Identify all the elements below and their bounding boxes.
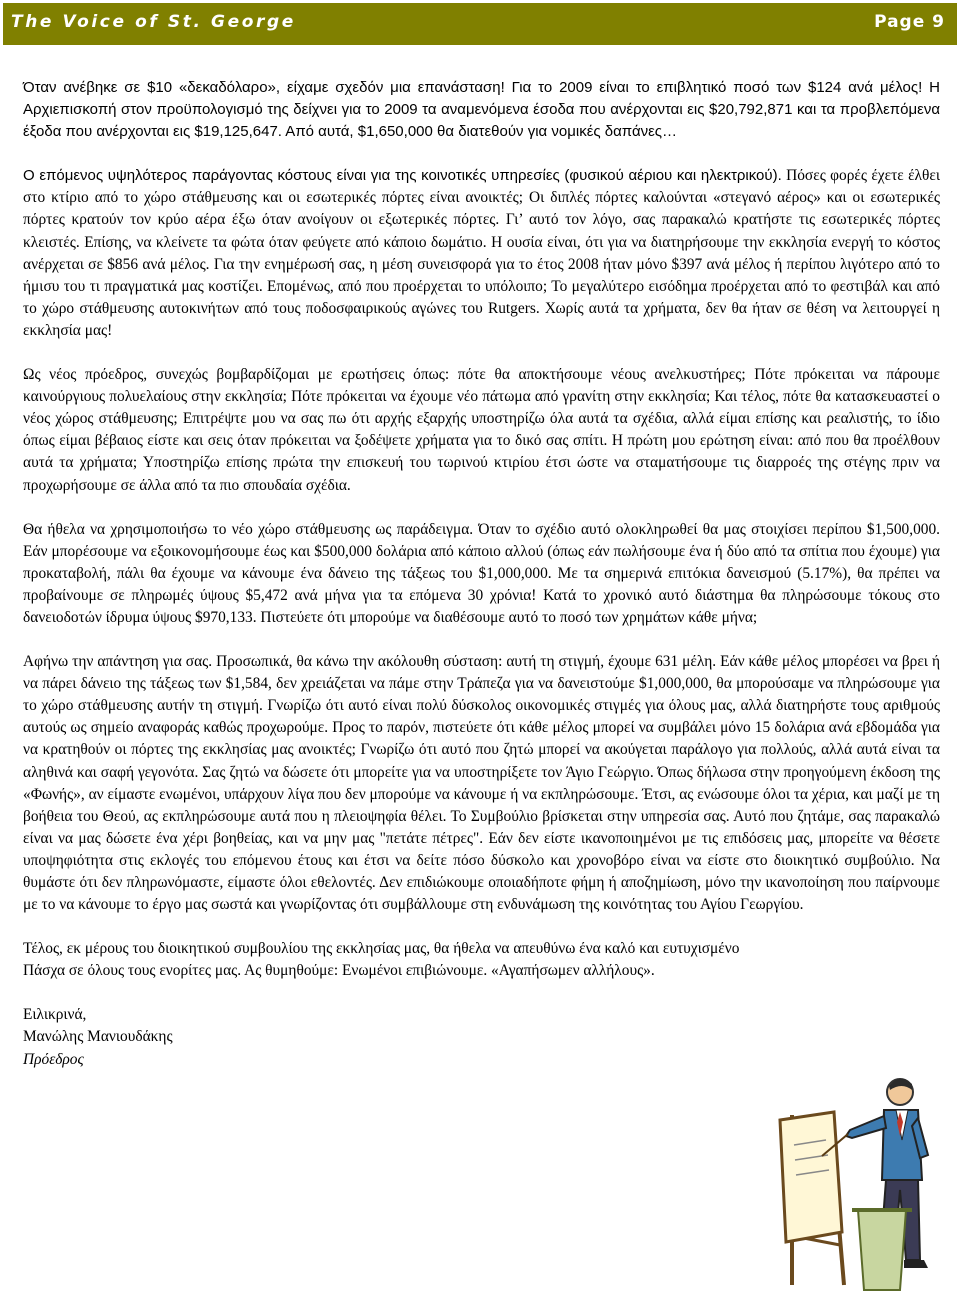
article-body — [23, 77, 940, 1071]
paragraph-gap — [23, 629, 940, 651]
paragraph-costs — [23, 165, 940, 342]
paragraph-easter-wishes: Τέλος, εκ μέρους του διοικητικού συμβουλίου της εκκλησίας μας, θα ήθελα να απευθύνω ένα καλό και ευτυχισμένο Πάσχα σε όλους τους ενορίτες μας. Ας θυμηθούμε: Ενωμένοι επιβιώνουμε. «Αγαπήσωμεν αλλήλους». — [23, 940, 740, 980]
page-header — [3, 3, 957, 45]
paragraph-parking-example: Θα ήθελα να χρησιμοποιήσω το νέο χώρο στάθμευσης ως παράδειγμα. Όταν το σχέδιο αυτό ολοκληρωθεί θα μας στοιχίσει περίπου $1,500,000. Εάν μπορέσουμε να εξοικονομήσουμε έως και $500,000 δολάρια από κάποιο αλλού (όπως εάν πωλήσουμε ένα ή δύο από τα σπίτια που έχουμε) για προκαταβολή, πάλι θα έχουμε να κάνουμε ένα δάνειο της τάξεως του $1,000,000. Με τα σημερινά επιτόκια δανεισμού (5.17%), θα πρέπει να προβαίνουμε σε πληρωμές ύψους $5,472 ανά μήνα για τα επόμενα 30 χρόνια! Κατά το χρονικό αυτό διάστημα θα πληρώσουμε τόκους στο δανειοδοτών ίδρυμα ύψους $970,133. Πιστεύετε ότι μπορούμε να διαθέσουμε αυτό το ποσό των χρημάτων κάθε μήνα; — [23, 520, 940, 626]
paragraph-gap — [23, 497, 940, 519]
presenter-at-easel-clipart — [772, 1060, 942, 1298]
paragraph-costs-body: Πόσες φορές έχετε έλθει στο κτίριο από το χώρο στάθμευσης και οι εσωτερικές πόρτες είναι ανοικτές; Οι διπλές πόρτες καλούνται «στεγανό αέρος» και οι εσωτερικές πόρτες κρατούν τον κρύο αέρα έξω όταν ανοίγουν οι εξωτερικές πόρτες. Γι’ αυτό τον λόγο, σας παρακαλώ κρατήστε τις εσωτερικές πόρτες κλειστές. Επίσης, να κλείνετε τα φώτα όταν φεύγετε από κάποιο δωμάτιο. Η ουσία είναι, ότι για να διατηρήσουμε την εκκλησία ενεργή το κόστος ανέρχεται σε $856 ανά μέλος. Για την ενημέρωσή σας, η μέση συνεισφορά για το έτος 2008 ήταν μόνο $397 ανά μέλος ή περίπου λιγότερο από το ήμισυ του τι πραγματικά μας κοστίζει. Επομένως, από που προέρχεται το υπόλοιπο; Το μεγαλύτερο εισόδημα προέρχεται από το φεστιβάλ και από το χώρο στάθμευσης αυτοκινήτων από τους ποδοσφαιρικούς αγώνες του Rutgers. Χωρίς αυτά τα χρήματα, δεν θα ήταν σε θέση να λειτουργεί η εκκλησία μας! — [23, 167, 940, 339]
paragraph-budget: Όταν ανέβηκε σε $10 «δεκαδόλαρο», είχαμε σχεδόν μια επανάσταση! Για το 2009 είναι το επιβλητικό ποσό των $124 ανά μέλος! Η Αρχιεπισκοπή στον προϋπολογισμό της δείχνει για το 2009 τα αναμενόμενα έσοδα που ανέρχονται εις $20,792,871 και τα προβλεπόμενα έξοδα που ανέρχονται εις $19,125,647. Από αυτά, $1,650,000 θα διατεθούν για νομικές δαπάνες… — [23, 79, 940, 141]
signature-closing: Ειλικρινά, — [23, 1006, 87, 1024]
paragraph-gap — [23, 342, 940, 364]
lectern — [858, 1210, 906, 1290]
paragraph-recommendation: Αφήνω την απάντηση για σας. Προσωπικά, θα κάνω την ακόλουθη σύσταση: αυτή τη στιγμή, έχουμε 631 μέλη. Εάν κάθε μέλος μπορέσει να βρει ή να πάρει δάνειο της τάξεως των $1,584, δεν χρειάζεται να πάμε στην Τράπεζα για να δανειστούμε $1,000,000, θα μπορούσαμε να πληρώσουμε για το χώρο στάθμευσης αυτήν τη στιγμή. Γνωρίζω ότι αυτό είναι πολύ δύσκολος οικονομικές στιγμές για όλους μας, αλλά διατηρήστε τους αριθμούς αυτούς ως σημείο αναφοράς καθώς προχωρούμε. Προς το παρόν, πιστεύετε ότι κάθε μέλος μπορεί να συμβάλει μόνο 15 δολάρια ανά εβδομάδα για να κρατηθούν οι πόρτες της εκκλησίας μας ανοικτές; Γνωρίζω ότι αυτό που ζητώ μπορεί να ακούγεται παράλογο για πολλούς, αλλά αυτά είναι τα αληθινά και σαφή γεγονότα. Σας ζητώ να δώσετε ότι μπορείτε για να υποστηρίξετε τον Άγιο Γεώργιο. Όπως δήλωσα στην προηγούμενη έκδοση της «Φωνής», αν είμαστε ενωμένοι, υπάρχουν λίγα που δεν μπορούμε να κάνουμε ή να εκπληρώσουμε. Έτσι, ας ενώσουμε όλοι τα χέρια, και μαζί με τη βοήθεια του Θεού, ας εκπληρώσουμε αυτά που η πλειοψηφία θέλει. Το Συμβούλιο βρίσκεται στην υπηρεσία σας. Αυτό που ζητάμε, σας παρακαλώ είναι να μας δώσετε ένα χέρι βοηθείας, και να μην μας "πετάτε πέτρες". Εάν δεν είστε ικανοποιημένοι με τις επιδόσεις μας, μπορείτε να θέσετε υποψηφιότητα στις εκλογές του επόμενου έτους και έτσι να δείτε πόσο δύσκολο και χρονοβόρο είναι να είστε στο διοικητικό συμβούλιο. Να θυμάστε ότι δεν πληρωνόμαστε, είμαστε όλοι εθελοντές. Δεν επιδιώκουμε οποιαδήποτε φήμη ή αποζημίωση, μόνο την ικανοποίηση που παίρνουμε με το να κάνουμε το έργο μας σωστά και γνωρίζοντας ότι συμβάλλουμε στη ενδυνάμωση της κοινότητας του Αγίου Γεωργίου. — [23, 653, 940, 914]
signature-name: Μανώλης Μανιουδάκης — [23, 1028, 173, 1046]
newsletter-title: The Voice of St. George — [11, 12, 296, 32]
paragraph-questions: Ως νέος πρόεδρος, συνεχώς βομβαρδίζομαι με ερωτήσεις όπως: πότε θα αποκτήσουμε νέους ανελκυστήρες; Πότε πρόκειται να πάρουμε καινούργιους πολυελαίους στην εκκλησία; Πότε πρόκειται να έχουμε νέο πάτωμα από γρανίτη στην εκκλησία; Και τέλος, πότε θα κατασκευαστεί ο νέος χώρος στάθμευσης; Επιτρέψτε μου να σας πω ότι αρχής εξαρχής υποστηρίζω όλα αυτά τα σχέδια, αλλά είμαι επίσης και ρεαλιστής, το ίδιο όπως είμαι βέβαιος είστε και σεις όταν πρόκειται να ξοδέψετε χρήματα για το δικό σας σπίτι. Η πρώτη μου ερώτηση είναι: από που θα προέλθουν αυτά τα χρήματα; Υποστηρίζω επίσης πρώτα την επισκευή του τωρινού κτιρίου έτσι ώστε να σταματήσουμε τις διαρροές της στέγης πριν να προχωρήσουμε σε άλλα από τα πιο σπουδαία σχέδια. — [23, 366, 940, 494]
signature-role: Πρόεδρος — [23, 1050, 84, 1068]
paragraph-gap — [23, 916, 940, 938]
paragraph-gap — [23, 143, 940, 165]
page-number: Page 9 — [874, 12, 945, 32]
paragraph-costs-lead: Ο επόμενος υψηλότερος παράγοντας κόστους είναι για της κοινοτικές υπηρεσίες (φυσικού αέριου και ηλεκτρικού). — [23, 167, 782, 185]
presenter-arm-pointing — [846, 1116, 886, 1138]
paragraph-gap — [23, 982, 940, 1004]
easel-board — [780, 1112, 842, 1242]
